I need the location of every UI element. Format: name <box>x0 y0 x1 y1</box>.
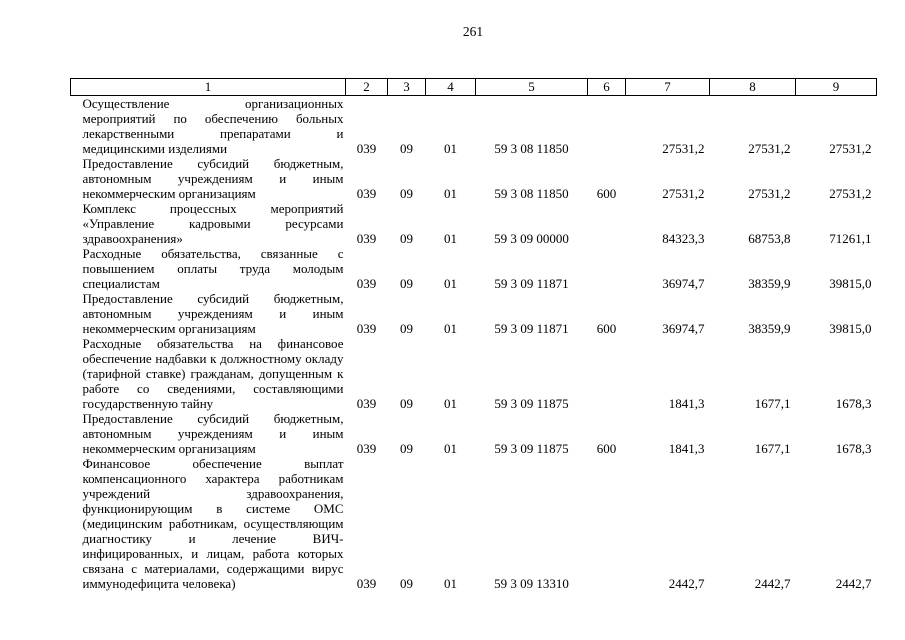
row-cell-col8: 38359,9 <box>748 321 791 336</box>
row-cell-col4: 01 <box>444 186 457 201</box>
row-description: Предоставление субсидий бюджетным, автономным учреждениям и иным некоммерческим организациям <box>82 156 344 201</box>
row-cell-col9: 27531,2 <box>829 141 872 156</box>
row-description: Предоставление субсидий бюджетным, автономным учреждениям и иным некоммерческим организациям <box>82 411 344 456</box>
row-cell-col6 <box>588 336 626 411</box>
row-cell-col6: 600 <box>596 186 617 201</box>
row-cell-col6: 600 <box>596 441 617 456</box>
row-cell-col6 <box>588 96 626 157</box>
row-cell-col7: 36974,7 <box>662 321 705 336</box>
row-description: Комплекс процессных мероприятий «Управление кадровыми ресурсами здравоохранения» <box>82 201 344 246</box>
column-header-9: 9 <box>796 79 877 96</box>
row-description: Предоставление субсидий бюджетным, автономным учреждениям и иным некоммерческим организациям <box>82 291 344 336</box>
table-row <box>71 291 877 336</box>
row-cell-col9: 2442,7 <box>835 576 872 591</box>
row-cell-col3: 09 <box>400 186 413 201</box>
table-row <box>71 336 877 411</box>
table-header-row <box>71 79 877 96</box>
column-header-8: 8 <box>710 79 796 96</box>
row-cell-col9: 1678,3 <box>835 441 872 456</box>
row-cell-col3: 09 <box>400 321 413 336</box>
row-cell-col5: 59 3 08 11850 <box>494 141 569 156</box>
page-number: 261 <box>462 24 484 39</box>
row-cell-col5: 59 3 09 11875 <box>494 396 569 411</box>
row-cell-col4: 01 <box>444 441 457 456</box>
row-description: Осуществление организационных мероприятий по обеспечению больных лекарственными препаратами и медицинскими изделиями <box>82 96 344 156</box>
row-cell-col7: 2442,7 <box>668 576 705 591</box>
budget-table <box>70 78 877 591</box>
row-cell-col8: 2442,7 <box>754 576 791 591</box>
row-description: Финансовое обеспечение выплат компенсационного характера работникам учреждений здравоохранения, функционирующим в системе ОМС (медицинским работникам, осуществляющим диагностику и лечение ВИЧ-инфицированных, и лицам, работа которых связана с материалами, содержащими вирус иммунодефицита человека) <box>82 456 344 591</box>
table-row <box>71 201 877 246</box>
table-row <box>71 246 877 291</box>
row-cell-col5: 59 3 09 11871 <box>494 276 569 291</box>
row-cell-col2: 039 <box>356 141 377 156</box>
row-cell-col5: 59 3 08 11850 <box>494 186 569 201</box>
row-cell-col7: 27531,2 <box>662 141 705 156</box>
row-cell-col8: 1677,1 <box>754 441 791 456</box>
row-cell-col8: 38359,9 <box>748 276 791 291</box>
row-cell-col6 <box>588 201 626 246</box>
row-cell-col3: 09 <box>400 396 413 411</box>
row-description: Расходные обязательства, связанные с повышением оплаты труда молодым специалистам <box>82 246 344 291</box>
row-cell-col5: 59 3 09 11875 <box>494 441 569 456</box>
row-cell-col7: 27531,2 <box>662 186 705 201</box>
row-cell-col5: 59 3 09 13310 <box>494 576 569 591</box>
row-cell-col9: 71261,1 <box>829 231 872 246</box>
row-cell-col4: 01 <box>444 576 457 591</box>
table-body <box>71 96 877 592</box>
row-cell-col5: 59 3 09 11871 <box>494 321 569 336</box>
row-cell-col2: 039 <box>356 441 377 456</box>
column-header-3: 3 <box>388 79 426 96</box>
row-cell-col3: 09 <box>400 441 413 456</box>
table-row <box>71 456 877 591</box>
row-cell-col6 <box>588 246 626 291</box>
column-header-5: 5 <box>476 79 588 96</box>
row-cell-col2: 039 <box>356 576 377 591</box>
row-cell-col3: 09 <box>400 576 413 591</box>
row-cell-col2: 039 <box>356 231 377 246</box>
row-cell-col8: 27531,2 <box>748 141 791 156</box>
row-cell-col9: 27531,2 <box>829 186 872 201</box>
row-cell-col6 <box>588 456 626 591</box>
row-cell-col2: 039 <box>356 186 377 201</box>
table-row <box>71 96 877 157</box>
row-cell-col8: 27531,2 <box>748 186 791 201</box>
column-header-7: 7 <box>626 79 710 96</box>
row-cell-col9: 39815,0 <box>829 276 872 291</box>
row-cell-col7: 1841,3 <box>668 396 705 411</box>
row-cell-col8: 1677,1 <box>754 396 791 411</box>
row-cell-col3: 09 <box>400 141 413 156</box>
column-header-2: 2 <box>346 79 388 96</box>
row-cell-col4: 01 <box>444 396 457 411</box>
row-cell-col3: 09 <box>400 276 413 291</box>
row-cell-col2: 039 <box>356 396 377 411</box>
row-cell-col4: 01 <box>444 321 457 336</box>
row-cell-col7: 84323,3 <box>662 231 705 246</box>
row-cell-col2: 039 <box>356 276 377 291</box>
table-row <box>71 411 877 456</box>
table-row <box>71 156 877 201</box>
column-header-1: 1 <box>71 79 346 96</box>
column-header-6: 6 <box>588 79 626 96</box>
row-cell-col7: 36974,7 <box>662 276 705 291</box>
row-cell-col9: 1678,3 <box>835 396 872 411</box>
row-cell-col4: 01 <box>444 231 457 246</box>
row-cell-col6: 600 <box>596 321 617 336</box>
row-description: Расходные обязательства на финансовое обеспечение надбавки к должностному окладу (тарифной ставке) гражданам, допущенным к работе со сведениями, составляющими государственную тайну <box>82 336 344 411</box>
row-cell-col2: 039 <box>356 321 377 336</box>
row-cell-col8: 68753,8 <box>748 231 791 246</box>
row-cell-col5: 59 3 09 00000 <box>494 231 569 246</box>
row-cell-col7: 1841,3 <box>668 441 705 456</box>
row-cell-col4: 01 <box>444 141 457 156</box>
column-header-4: 4 <box>426 79 476 96</box>
row-cell-col3: 09 <box>400 231 413 246</box>
row-cell-col9: 39815,0 <box>829 321 872 336</box>
row-cell-col4: 01 <box>444 276 457 291</box>
